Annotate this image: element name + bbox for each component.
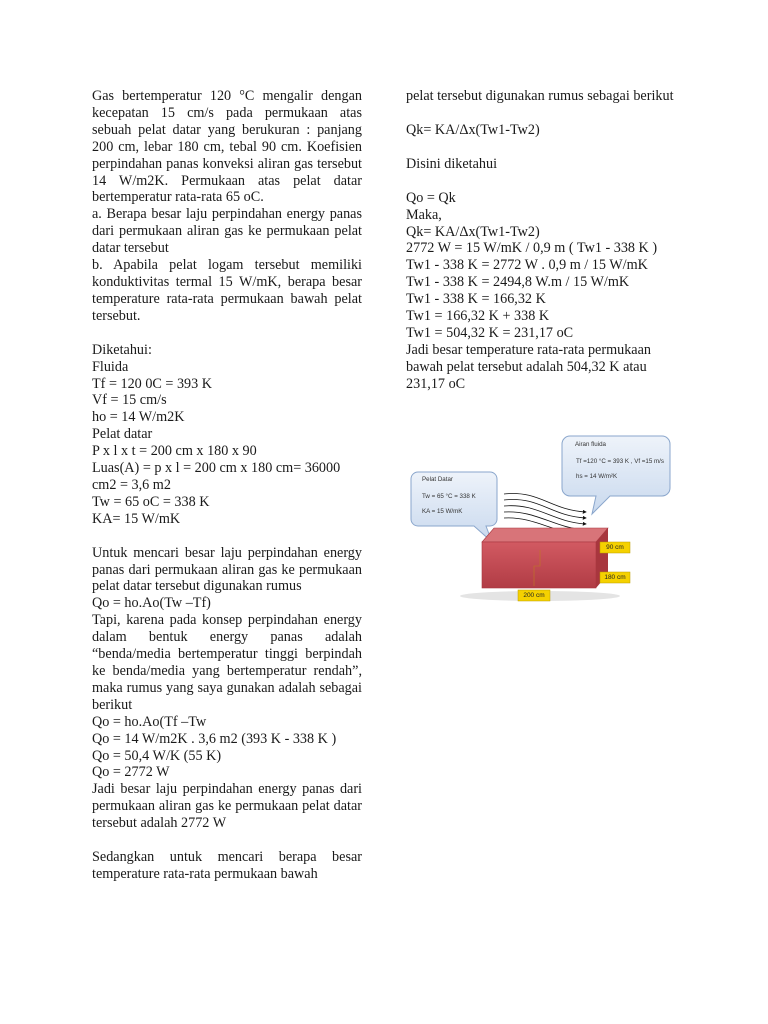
paragraph: 2772 W = 15 W/mK / 0,9 m ( Tw1 - 338 K )	[406, 240, 658, 257]
paragraph: Luas(A) = p x l = 200 cm x 180 cm= 36000 cm2 = 3,6 m2	[92, 460, 341, 493]
paragraph: pelat tersebut digunakan rumus sebagai berikut	[406, 88, 674, 104]
dim-thickness-label: 90 cm	[606, 544, 624, 551]
paragraph	[406, 139, 676, 156]
paragraph: Qo = 14 W/m2K . 3,6 m2 (393 K - 338 K )	[92, 730, 337, 747]
paragraph: Qo = ho.Ao(Tf –Tw	[92, 713, 207, 730]
fluid-line1: Tf =120 °C = 393 K , Vf =15 m/s	[576, 458, 664, 465]
paragraph: Tapi, karena pada konsep perpindahan energy dalam bentuk energy panas adalah “benda/media bertemperatur tinggi berpindah ke benda/media yang bertemperatur rendah”, maka rumus yang saya gunakan adalah sebagai berikut	[92, 612, 362, 713]
paragraph: Diketahui:	[92, 341, 152, 358]
paragraph: Jadi besar temperature rata-rata permukaan bawah pelat tersebut adalah 504,32 K atau 231,17 oC	[406, 341, 651, 392]
paragraph: Qo = 50,4 W/K (55 K)	[92, 747, 222, 764]
paragraph: Tf = 120 0C = 393 K	[92, 375, 213, 392]
dim-width-label: 180 cm	[604, 574, 626, 581]
paragraph: b. Apabila pelat logam tersebut memiliki konduktivitas termal 15 W/mK, berapa besar temperature rata-rata permukaan bawah pelat tersebut.	[92, 257, 362, 324]
paragraph	[92, 528, 362, 545]
paragraph	[406, 105, 676, 122]
paragraph: Jadi besar laju perpindahan energy panas dari permukaan aliran gas ke permukaan pelat datar tersebut adalah 2772 W	[92, 781, 362, 832]
paragraph	[92, 325, 362, 342]
paragraph: Gas bertemperatur 120 °C mengalir dengan kecepatan 15 cm/s pada permukaan atas sebuah pelat datar yang berukuran : panjang 200 cm, lebar 180 cm, tebal 90 cm. Koefisien perpindahan panas konveksi aliran gas tersebut 14 W/m2K. Permukaan atas pelat datar bertemperatur rata-rata 65 oC.	[92, 88, 362, 206]
right-column	[406, 88, 676, 393]
paragraph: Tw1 - 338 K = 2494,8 W.m / 15 W/mK	[406, 274, 630, 291]
paragraph	[406, 173, 676, 190]
paragraph: Tw1 - 338 K = 2772 W . 0,9 m / 15 W/mK	[406, 257, 648, 274]
plate-diagram	[410, 432, 678, 610]
paragraph	[92, 832, 362, 849]
plate-top-face	[482, 528, 608, 542]
paragraph: a. Berapa besar laju perpindahan energy panas dari permukaan aliran gas ke permukaan pelat datar tersebut	[92, 206, 362, 257]
paragraph: Tw = 65 oC = 338 K	[92, 493, 210, 510]
paragraph: Qo = Qk	[406, 189, 456, 206]
paragraph: Tw1 = 166,32 K + 338 K	[406, 308, 550, 325]
paragraph: Qk= KA/Δx(Tw1-Tw2)	[406, 121, 540, 138]
plate-front-face	[482, 542, 596, 588]
paragraph: Tw1 = 504,32 K = 231,17 oC	[406, 324, 574, 341]
paragraph: Qk= KA/Δx(Tw1-Tw2)	[406, 223, 540, 240]
paragraph: P x l x t = 200 cm x 180 x 90	[92, 443, 257, 460]
dim-length-label: 200 cm	[523, 592, 545, 599]
paragraph: KA= 15 W/mK	[92, 510, 181, 527]
paragraph: Tw1 - 338 K = 166,32 K	[406, 291, 546, 308]
fluid-line2: hs = 14 W/m²K	[576, 473, 618, 480]
paragraph: Qo = 2772 W	[92, 764, 170, 781]
paragraph: Disini diketahui	[406, 155, 498, 172]
plate-title: Pelat Datar	[422, 476, 453, 483]
plate-line2: KA = 15 W/mK	[422, 508, 463, 515]
fluid-title: Airan fluida	[575, 441, 606, 448]
paragraph: Maka,	[406, 206, 442, 223]
paragraph: Pelat datar	[92, 426, 153, 443]
paragraph: Sedangkan untuk mencari berapa besar temperature rata-rata permukaan bawah	[92, 849, 362, 882]
plate-line1: Tw = 65 °C = 338 K	[422, 493, 476, 500]
left-column	[92, 88, 362, 883]
paragraph: Untuk mencari besar laju perpindahan energy panas dari permukaan aliran gas ke permukaan pelat datar tersebut digunakan rumus	[92, 544, 362, 595]
paragraph: Qo = ho.Ao(Tw –Tf)	[92, 595, 211, 612]
paragraph: Fluida	[92, 358, 129, 375]
paragraph: Vf = 15 cm/s	[92, 392, 167, 409]
paragraph: ho = 14 W/m2K	[92, 409, 185, 426]
